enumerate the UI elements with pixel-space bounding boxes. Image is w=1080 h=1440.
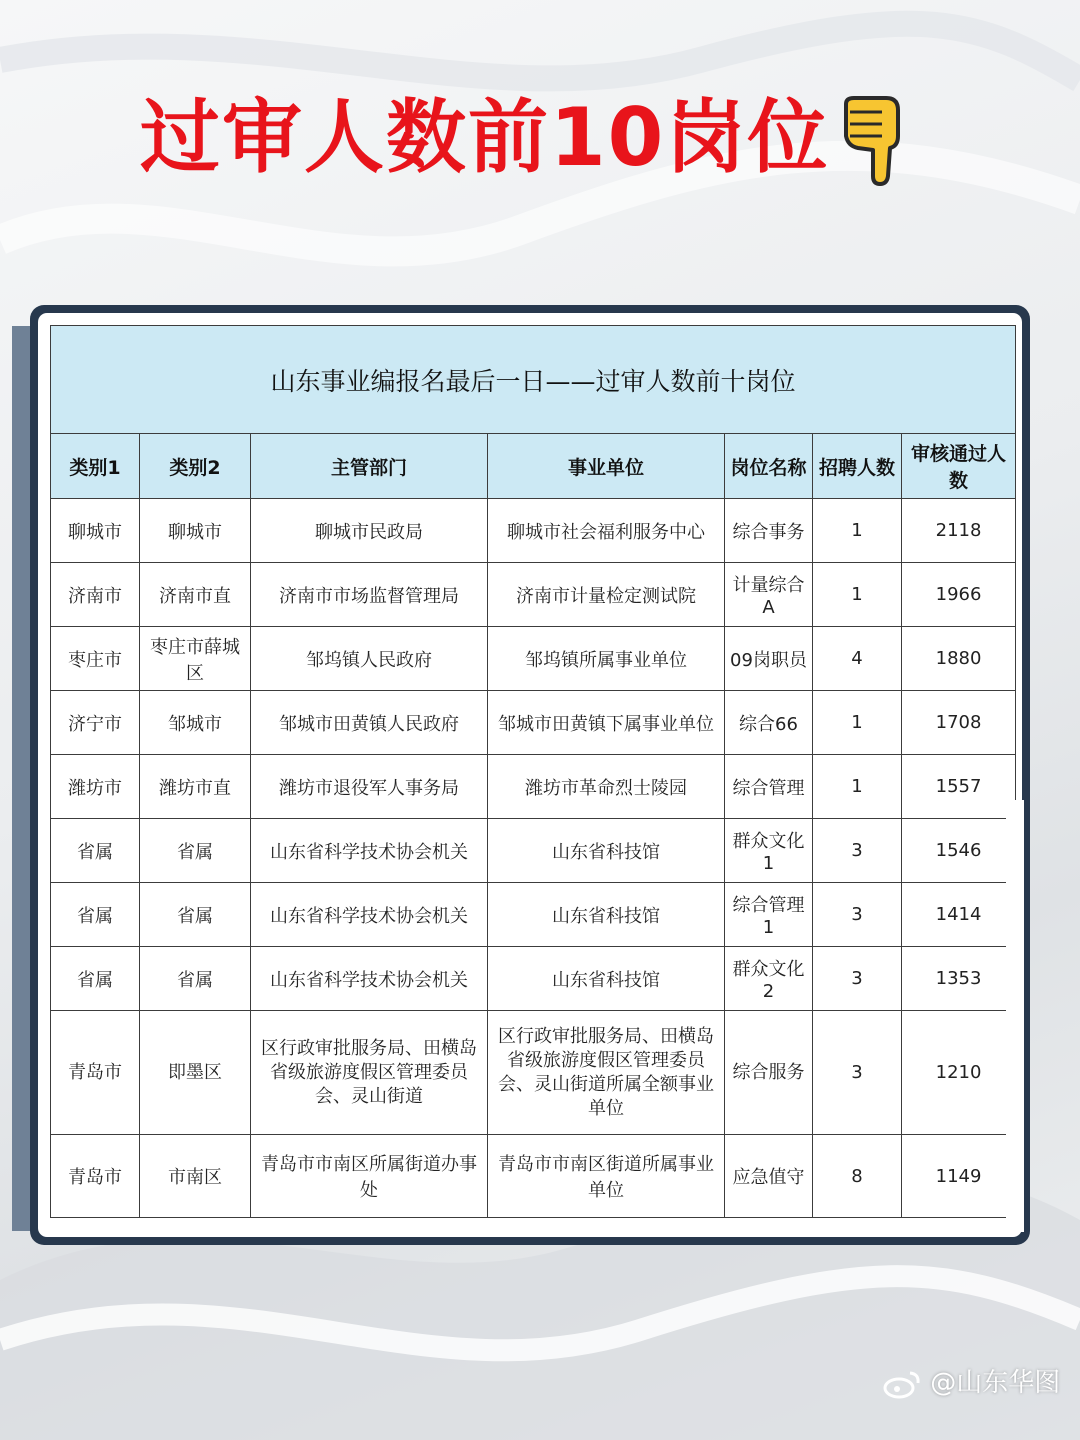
cell-department: 山东省科学技术协会机关 — [251, 819, 488, 883]
cell-department: 聊城市民政局 — [251, 499, 488, 563]
page-title: 过审人数前10岗位 — [140, 91, 830, 184]
header-hire-count: 招聘人数 — [813, 434, 902, 499]
cell-hire-count: 3 — [813, 947, 902, 1011]
cell-category1: 济南市 — [51, 563, 140, 627]
cell-unit: 区行政审批服务局、田横岛省级旅游度假区管理委员会、灵山街道所属全额事业单位 — [488, 1011, 725, 1135]
cell-unit: 济南市计量检定测试院 — [488, 563, 725, 627]
cell-category1: 省属 — [51, 883, 140, 947]
table-row — [51, 1135, 1016, 1218]
cell-category1: 省属 — [51, 947, 140, 1011]
cell-department: 山东省科学技术协会机关 — [251, 947, 488, 1011]
cell-approved-count: 1353 — [902, 947, 1016, 1011]
cell-position: 综合管理1 — [725, 883, 813, 947]
cell-department: 青岛市市南区所属街道办事处 — [251, 1135, 488, 1218]
cell-hire-count: 3 — [813, 1011, 902, 1135]
cell-category1: 省属 — [51, 819, 140, 883]
weibo-icon — [882, 1369, 922, 1399]
table-row — [51, 563, 1016, 627]
header-department: 主管部门 — [251, 434, 488, 499]
cell-hire-count: 8 — [813, 1135, 902, 1218]
pointing-down-hand-icon — [838, 96, 908, 186]
cell-approved-count: 2118 — [902, 499, 1016, 563]
cell-category2: 省属 — [140, 947, 251, 1011]
cell-approved-count: 1557 — [902, 755, 1016, 819]
cell-approved-count: 1210 — [902, 1011, 1016, 1135]
cell-position: 应急值守 — [725, 1135, 813, 1218]
cell-department: 山东省科学技术协会机关 — [251, 883, 488, 947]
cell-category2: 邹城市 — [140, 691, 251, 755]
header-approved-count: 审核通过人数 — [902, 434, 1016, 499]
cell-hire-count: 1 — [813, 563, 902, 627]
data-table-sheet — [50, 325, 1015, 1231]
cell-unit: 潍坊市革命烈士陵园 — [488, 755, 725, 819]
cell-department: 济南市市场监督管理局 — [251, 563, 488, 627]
watermark-text: @山东华图 — [930, 1368, 1061, 1398]
cell-unit: 山东省科技馆 — [488, 819, 725, 883]
cell-position: 计量综合A — [725, 563, 813, 627]
cell-department: 潍坊市退役军人事务局 — [251, 755, 488, 819]
cell-category1: 青岛市 — [51, 1135, 140, 1218]
cell-position: 群众文化2 — [725, 947, 813, 1011]
cell-approved-count: 1414 — [902, 883, 1016, 947]
frame-gap — [1006, 800, 1024, 1232]
cell-unit: 邹坞镇所属事业单位 — [488, 627, 725, 691]
cell-approved-count: 1966 — [902, 563, 1016, 627]
cell-position: 综合66 — [725, 691, 813, 755]
cell-hire-count: 3 — [813, 883, 902, 947]
cell-category1: 聊城市 — [51, 499, 140, 563]
table-caption: 山东事业编报名最后一日——过审人数前十岗位 — [51, 326, 1016, 434]
cell-department: 邹坞镇人民政府 — [251, 627, 488, 691]
table-row — [51, 627, 1016, 691]
cell-approved-count: 1880 — [902, 627, 1016, 691]
cell-category2: 济南市直 — [140, 563, 251, 627]
cell-category2: 省属 — [140, 819, 251, 883]
cell-hire-count: 1 — [813, 499, 902, 563]
cell-unit: 邹城市田黄镇下属事业单位 — [488, 691, 725, 755]
header-category2: 类别2 — [140, 434, 251, 499]
cell-position: 综合事务 — [725, 499, 813, 563]
watermark — [882, 1362, 1060, 1398]
header-category1: 类别1 — [51, 434, 140, 499]
cell-unit: 山东省科技馆 — [488, 947, 725, 1011]
cell-position: 综合管理 — [725, 755, 813, 819]
cell-position: 综合服务 — [725, 1011, 813, 1135]
table-row — [51, 755, 1016, 819]
cell-category1: 潍坊市 — [51, 755, 140, 819]
header-position: 岗位名称 — [725, 434, 813, 499]
table-row — [51, 883, 1016, 947]
cell-category1: 枣庄市 — [51, 627, 140, 691]
table-row — [51, 691, 1016, 755]
table-row — [51, 499, 1016, 563]
cell-category2: 市南区 — [140, 1135, 251, 1218]
cell-category2: 潍坊市直 — [140, 755, 251, 819]
table-row — [51, 1011, 1016, 1135]
cell-category2: 即墨区 — [140, 1011, 251, 1135]
cell-unit: 青岛市市南区街道所属事业单位 — [488, 1135, 725, 1218]
cell-department: 区行政审批服务局、田横岛省级旅游度假区管理委员会、灵山街道 — [251, 1011, 488, 1135]
table-row — [51, 819, 1016, 883]
cell-category2: 省属 — [140, 883, 251, 947]
header-unit: 事业单位 — [488, 434, 725, 499]
cell-unit: 聊城市社会福利服务中心 — [488, 499, 725, 563]
cell-unit: 山东省科技馆 — [488, 883, 725, 947]
cell-approved-count: 1708 — [902, 691, 1016, 755]
ranking-table — [50, 325, 1016, 1218]
cell-approved-count: 1149 — [902, 1135, 1016, 1218]
cell-category1: 青岛市 — [51, 1011, 140, 1135]
header-row — [51, 434, 1016, 499]
cell-hire-count: 4 — [813, 627, 902, 691]
cell-category2: 枣庄市薛城区 — [140, 627, 251, 691]
cell-hire-count: 1 — [813, 755, 902, 819]
cell-category2: 聊城市 — [140, 499, 251, 563]
cell-position: 09岗职员 — [725, 627, 813, 691]
cell-category1: 济宁市 — [51, 691, 140, 755]
cell-hire-count: 3 — [813, 819, 902, 883]
cell-department: 邹城市田黄镇人民政府 — [251, 691, 488, 755]
cell-approved-count: 1546 — [902, 819, 1016, 883]
table-row — [51, 947, 1016, 1011]
cell-position: 群众文化1 — [725, 819, 813, 883]
cell-hire-count: 1 — [813, 691, 902, 755]
